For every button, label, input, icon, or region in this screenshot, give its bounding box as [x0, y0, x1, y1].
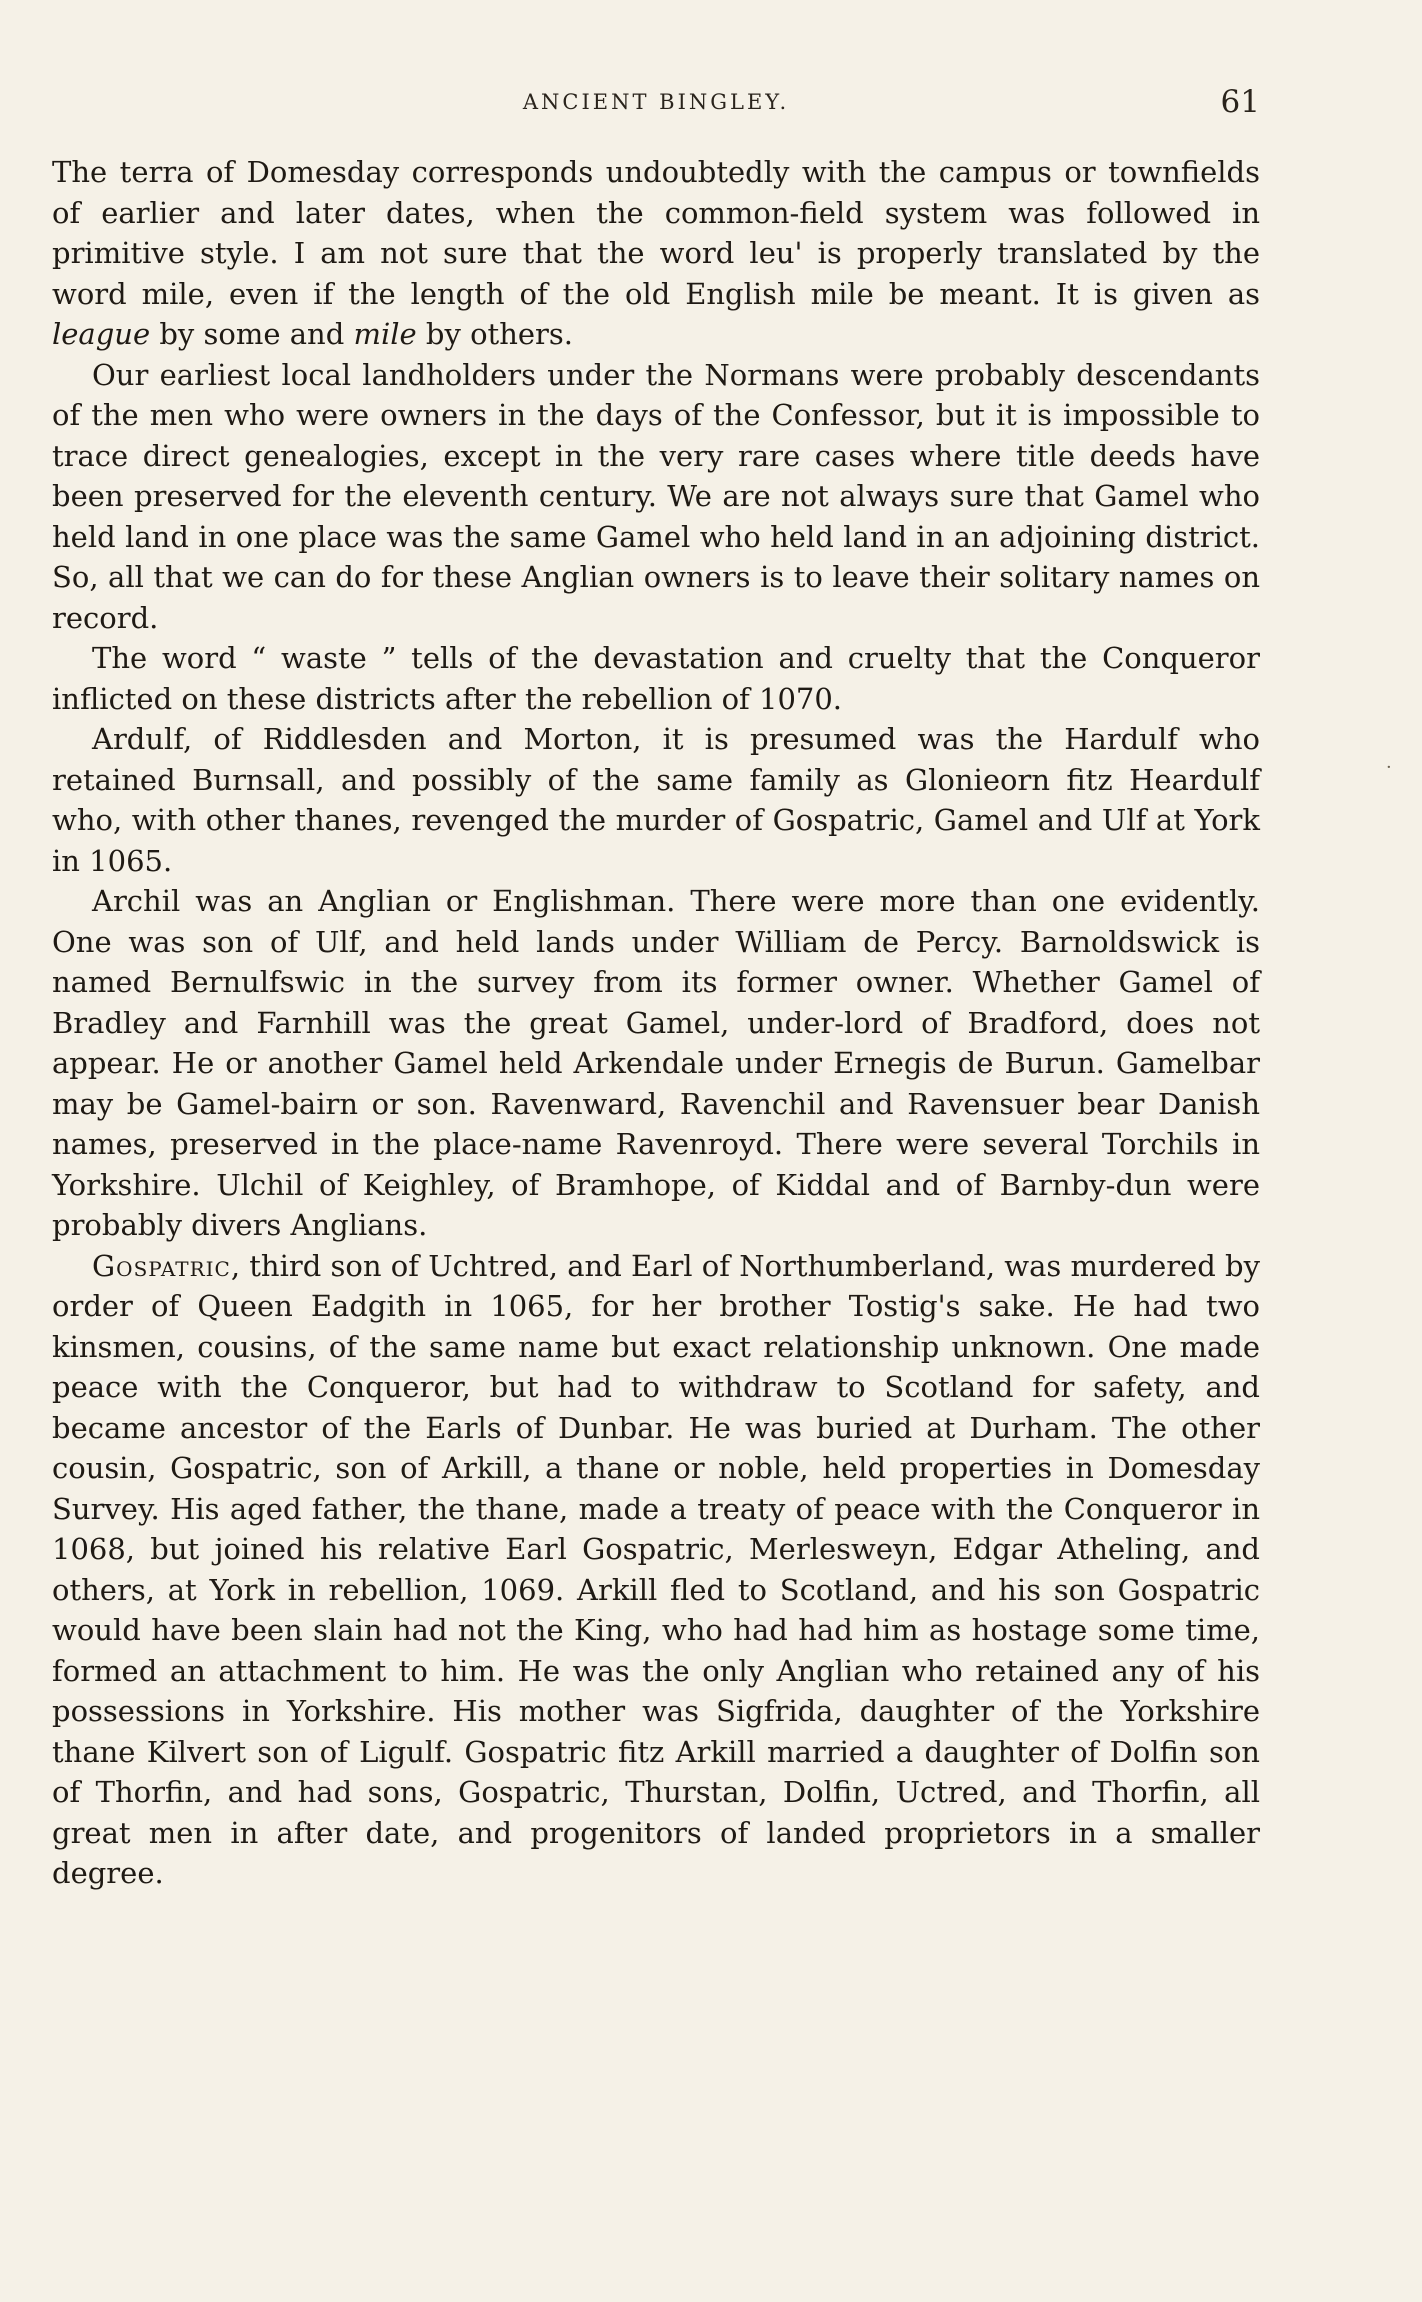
- body-text: [52, 152, 1260, 1894]
- paragraph-1-emphasis-league: league: [52, 317, 151, 351]
- margin-fleck: ·: [1386, 757, 1392, 778]
- paragraph-1: [52, 152, 1260, 355]
- paragraph-6-lead: Gospatric: [92, 1248, 231, 1283]
- paragraph-1-emphasis-mile: mile: [353, 317, 417, 351]
- paragraph-1-text-after: by others.: [416, 317, 574, 351]
- paragraph-3: The word “ waste ” tells of the devastation and cruelty that the Conqueror inflicted on these districts after the rebellion of 1070.: [52, 641, 1260, 716]
- page-number: 61: [1220, 84, 1260, 120]
- running-title: ANCIENT BINGLEY.: [522, 90, 790, 114]
- paragraph-5: Archil was an Anglian or Englishman. There were more than one evidently. One was son of Ulf, and held lands under William de Percy. Barnoldswick is named Bernulfswic in the survey from its former owner. Whether Gamel of Bradley and Farnhill was the great Gamel, under-lord of Bradford, does not appear. He or another Gamel held Arkendale under Ernegis de Burun. Gamelbar may be Gamel-bairn or son. Ravenward, Ravenchil and Ravensuer bear Danish names, preserved in the place-name Ravenroyd. There were several Torchils in Yorkshire. Ulchil of Keighley, of Bramhope, of Kiddal and of Barnby-dun were probably divers Anglians.: [52, 884, 1260, 1242]
- paragraph-1-text-middle: by some and: [150, 317, 354, 351]
- paragraph-2: Our earliest local landholders under the Normans were probably descendants of the men who were owners in the days of the Confessor, but it is impossible to trace direct genealogies, except in the very rare cases where title deeds have been preserved for the eleventh century. We are not always sure that Gamel who held land in one place was the same Gamel who held land in an adjoining district. So, all that we can do for these Anglian owners is to leave their solitary names on record.: [52, 357, 1260, 635]
- paragraph-4: Ardulf, of Riddlesden and Morton, it is presumed was the Hardulf who retained Burnsall, and possibly of the same family as Glonieorn fitz Heardulf who, with other thanes, revenged the murder of Gospatric, Gamel and Ulf at York in 1065.: [52, 722, 1260, 878]
- running-head: [52, 84, 1260, 120]
- paragraph-6-text: , third son of Uchtred, and Earl of Northumberland, was murdered by order of Queen Eadgith in 1065, for her brother Tostig's sake. He had two kinsmen, cousins, of the same name but exact relationship unknown. One made peace with the Conqueror, but had to withdraw to Scotland for safety, and became ancestor of the Earls of Dunbar. He was buried at Durham. The other cousin, Gospatric, son of Arkill, a thane or noble, held properties in Domesday Survey. His aged father, the thane, made a treaty of peace with the Conqueror in 1068, but joined his relative Earl Gospatric, Merlesweyn, Edgar Atheling, and others, at York in rebellion, 1069. Arkill fled to Scotland, and his son Gospatric would have been slain had not the King, who had had him as hostage some time, formed an attachment to him. He was the only Anglian who retained any of his possessions in Yorkshire. His mother was Sigfrida, daughter of the Yorkshire thane Kilvert son of Ligulf. Gospatric fitz Arkill married a daughter of Dolfin son of Thorfin, and had sons, Gospatric, Thurstan, Dolfin, Uctred, and Thorfin, all great men in after date, and progenitors of landed proprietors in a smaller degree.: [52, 1248, 1260, 1890]
- paragraph-1-text-before: The terra of Domesday corresponds undoubtedly with the campus or townfields of earlier and later dates, when the common-field system was followed in primitive style. I am not sure that the word leu' is properly translated by the word mile, even if the length of the old English mile be meant. It is given as: [52, 155, 1260, 311]
- paragraph-6: [52, 1246, 1260, 1894]
